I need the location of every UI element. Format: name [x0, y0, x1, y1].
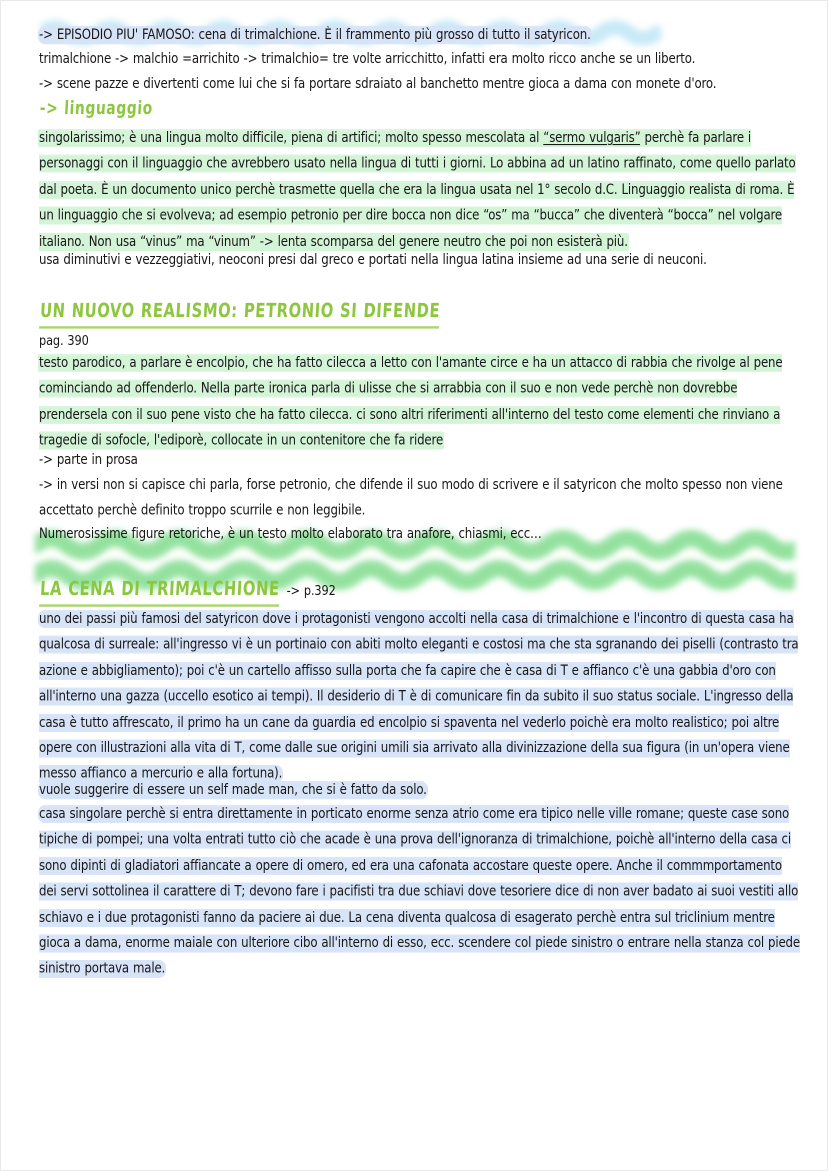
spacer-before-realismo — [39, 273, 801, 299]
realismo-bullet-1: -> parte in prosa — [39, 452, 138, 469]
intro-line-3: -> scene pazze e divertenti come lui che si fa portare sdraiato al banchetto mentre gioca a dama con monete d'oro. — [39, 76, 717, 92]
cena-heading-row — [39, 576, 801, 609]
realismo-paragraph-2: Numerosissime figure retoriche, è un testo molto elaborato tra anafore, chiasmi, ecc… — [39, 525, 542, 542]
realismo-paragraph-1 — [39, 351, 801, 454]
linguaggio-heading-row — [39, 96, 801, 128]
cena-p2-text: vuole suggerire di essere un self made man, che si è fatto da solo. — [39, 781, 427, 798]
sermo-vulgaris-term: “sermo vulgaris” — [543, 130, 641, 147]
spacer-before-cena — [39, 546, 801, 576]
notes-content — [39, 23, 801, 978]
realismo-p1-text: testo parodico, a parlare è encolpio, che ha fatto cilecca a letto con l'amante circe e ha un attacco di rabbia che rivolge al pene cominciando ad offenderlo. Nella parte ironica parla di ulisse che si arrabbia con il suo e non vede perchè non dovrebbe prendersela con il suo pene visto che ha fatto cilecca. ci sono altri riferimenti all'interno del testo come elementi che rinviano a tragedie di sofocle, l'ediporè, collocate in un contenitore che fa ridere — [39, 354, 783, 449]
linguaggio-p1-part-a: singolarissimo; è una lingua molto difficile, piena di artifici; molto spesso mescolata al — [39, 130, 544, 147]
cena-paragraph-2 — [39, 778, 801, 804]
linguaggio-heading: -> linguaggio — [39, 97, 154, 120]
linguaggio-paragraph-2: usa diminutivi e vezzeggiativi, neoconi presi dal greco e portati nella lingua latina insieme ad una serie di neuconi. — [39, 252, 707, 269]
realismo-heading: UN NUOVO REALISMO: PETRONIO SI DIFENDE — [39, 296, 441, 328]
cena-paragraph-1 — [39, 607, 801, 788]
cena-p1-text: uno dei passi più famosi del satyricon dove i protagonisti vengono accolti nella casa di trimalchione e l'incontro di questa casa ha qualcosa di surreale: all'ingresso vi è un portinaio con abiti molto eleganti e costosi ma che sta sgranando dei piselli (contrasto tra azione e abbigliamento); poi c'è un cartello affisso sulla porta che fa capire che è casa di T e affianco c'è una gabbia d'oro con all'interno una gazza (uccello esotico ai tempi). Il desiderio di T è di comunicare fin da subito il suo status sociale. L'ingresso della casa è tutto affrescato, il primo ha un cane da guardia ed encolpio si spaventa nel vederlo poichè era molto realistico; poi altre opere con illustrazioni alla vita di T, come dalle sue origini umili sia arrivato alla divinizzazione della sua figura (in un'opera viene messo affianco a mercurio e alla fortuna). — [39, 611, 799, 783]
linguaggio-p1-part-b: perchè fa parlare i personaggi con il linguaggio che avrebbero usato nella lingua di tutti i giorni. Lo abbina ad un latino raffinato, come quello parlato dal poeta. È un documento unico perchè trasmette quella che era la lingua usata nel 1° secolo d.C. Linguaggio realista di roma. È un linguaggio che si evolveva; ad esempio petronio per dire bocca non dice “os” ma “bucca” che diventerà “bocca” nel volgare italiano. Non usa “vinus” ma “vinum” -> lenta scomparsa del genere neutro che poi non esisterà più. — [39, 130, 796, 250]
cena-heading: LA CENA DI TRIMALCHIONE — [39, 575, 280, 607]
intro-line-1-text: -> EPISODIO PIU' FAMOSO: cena di trimalchione. È il frammento più grosso di tutto il satyricon. — [39, 27, 591, 44]
linguaggio-paragraph-1 — [39, 126, 801, 255]
realismo-heading-row — [39, 299, 801, 331]
intro-line-2: trimalchione -> malchio =arrichito -> trimalchio= tre volte arricchitto, infatti era molto ricco anche se un liberto. — [39, 51, 696, 68]
realismo-bullet-2: -> in versi non si capisce chi parla, forse petronio, che difende il suo modo di scrivere e il satyricon che molto spesso non viene accettato perchè definito troppo scurrile e non leggibile. — [39, 476, 783, 519]
realismo-page-ref: pag. 390 — [39, 331, 89, 348]
cena-heading-page-ref: -> p.392 — [286, 582, 336, 599]
cena-paragraph-3 — [39, 802, 801, 983]
intro-line-1 — [39, 23, 801, 49]
cena-p3-text: casa singolare perchè si entra direttamente in porticato enorme senza atrio come era tipico nelle ville romane; queste case sono tipiche di pompei; una volta entrati tutto ciò che acade è una prova dell'ignoranza di trimalchione, poichè all'interno della casa ci sono dipinti di gladiatori affiancate a opere di omero, ed era una cafonata accostare queste opere. Anche il commmportamento dei servi sottolinea il carattere di T; devono fare i pacifisti tra due schiavi dove tesoriere dice di non aver badato ai suoi vestiti allo schiavo e i due protagonisti fanno da paciere ai due. La cena diventa qualcosa di esagerato perchè entra sul triclinium mentre gioca a dama, enorme maiale con ulteriore cibo all'interno di esso, ecc. scendere col piede sinistro o entrare nella stanza col piede sinistro portava male. — [39, 806, 800, 978]
